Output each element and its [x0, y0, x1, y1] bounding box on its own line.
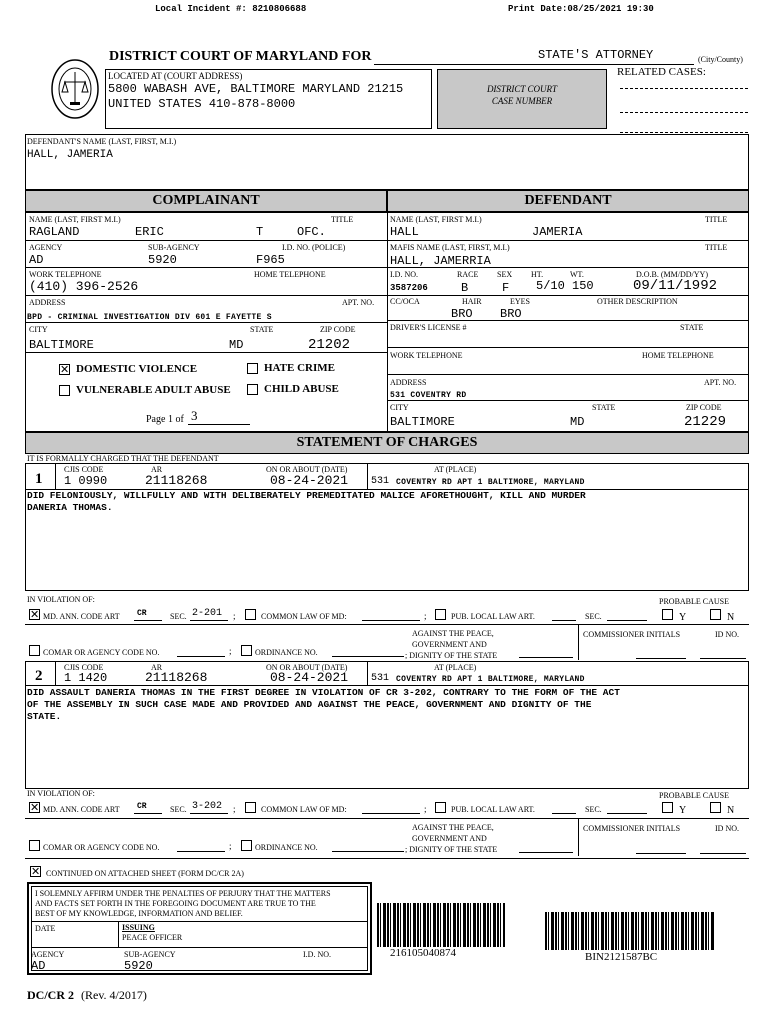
affirm-peace-officer: PEACE OFFICER: [122, 933, 183, 942]
charge-1-place: COVENTRY RD APT 1 BALTIMORE, MARYLAND: [396, 478, 585, 487]
defendant-first: JAMERIA: [532, 225, 583, 239]
charge-1-text-line1: DID FELONIOUSLY, WILLFULLY AND WITH DELIBERATELY PREMEDITATED MALICE AFORETHOUGHT, KILL AND MURDER: [27, 490, 586, 501]
complainant-city-label: CITY: [29, 325, 48, 334]
defendant-eyes-label: EYES: [510, 297, 530, 306]
court-seal-icon: [50, 58, 100, 118]
complainant-work-tel: (410) 396-2526: [29, 279, 139, 294]
complainant-agency-label: AGENCY: [29, 243, 63, 252]
charge-1-violation-label: IN VIOLATION OF:: [27, 595, 95, 604]
charge-2-sec2-label: SEC.: [585, 805, 602, 814]
charge-2-md-ann-checkbox[interactable]: ✕: [30, 801, 40, 814]
charge-2-ar: 21118268: [145, 670, 208, 685]
defendant-dl-state-label: STATE: [680, 323, 704, 332]
defendant-dl-label: DRIVER'S LICENSE #: [390, 323, 467, 332]
complainant-title: OFC.: [297, 225, 326, 239]
charge-1-commissioner: COMMISSIONER INITIALS: [583, 630, 681, 639]
complainant-city: BALTIMORE: [29, 338, 94, 352]
charge-2-place-num: 531: [371, 673, 390, 684]
charge-2-date: 08-24-2021: [270, 670, 349, 685]
complainant-title-label: TITLE: [331, 215, 354, 224]
continued-checkbox[interactable]: ✕: [31, 865, 41, 878]
defendant-dob-label: D.O.B. (MM/DD/YY): [636, 270, 708, 279]
related-case-line: [620, 132, 748, 133]
charge-1-text-line2: DANERIA THOMAS.: [27, 502, 113, 513]
defendant-race: B: [461, 281, 469, 295]
court-title: DISTRICT COURT OF MARYLAND FOR: [109, 49, 372, 64]
charge-1-sec-label: SEC.: [170, 612, 187, 621]
defendant-city: BALTIMORE: [390, 415, 455, 429]
charge-1-pc-yes-checkbox[interactable]: [662, 609, 673, 620]
charge-1-place-num: 531: [371, 476, 390, 487]
local-incident-number: Local Incident #: 8210806688: [155, 4, 307, 14]
defendant-other-label: OTHER DESCRIPTION: [597, 297, 678, 306]
charge-1-y: Y: [679, 612, 687, 623]
affirm-subagency: 5920: [124, 959, 153, 973]
charge-1-against3: ; DIGNITY OF THE STATE: [405, 651, 498, 660]
form-rev: (Rev. 4/2017): [81, 988, 147, 1002]
charge-1-comar-checkbox[interactable]: [29, 645, 40, 656]
charge-2-n: N: [727, 805, 735, 816]
defendant-mafis-title-label: TITLE: [705, 243, 728, 252]
complainant-work-tel-label: WORK TELEPHONE: [29, 270, 102, 279]
print-date: Print Date:08/25/2021 19:30: [508, 4, 654, 14]
complainant-id-label: I.D. NO. (POLICE): [282, 243, 346, 252]
defendant-header-text: DEFENDANT: [524, 193, 612, 208]
defendant-dob: 09/11/1992: [633, 278, 718, 294]
complainant-apt-label: APT. NO.: [342, 298, 375, 307]
charge-1-pub-local-label: PUB. LOCAL LAW ART.: [451, 612, 535, 621]
charge-2-text-line2: OF THE ASSEMBLY IN SUCH CASE MADE AND PROVIDED AND AGAINST THE PEACE, GOVERNMENT AND DIGNITY OF THE: [27, 699, 592, 710]
defendant-home-tel-label: HOME TELEPHONE: [642, 351, 714, 360]
charge-1-num: 1: [35, 471, 43, 487]
charge-2-sep2: ;: [424, 804, 427, 814]
defendant-address: 531 COVENTRY RD: [390, 391, 467, 400]
charge-1-against2: GOVERNMENT AND: [412, 640, 487, 649]
complainant-mi: T: [256, 225, 264, 239]
charged-label: IT IS FORMALLY CHARGED THAT THE DEFENDANT: [27, 454, 219, 463]
charge-1-id-no: ID NO.: [715, 630, 739, 639]
defendant-hair: BRO: [451, 307, 473, 321]
defendant-mafis: HALL, JAMERRIA: [390, 254, 491, 268]
charge-2-commissioner: COMMISSIONER INITIALS: [583, 824, 681, 833]
defendant-sex-label: SEX: [497, 270, 513, 279]
defendant-apt-label: APT. NO.: [704, 378, 737, 387]
charge-1-pub-local-checkbox[interactable]: [435, 609, 446, 620]
charge-2-against1: AGAINST THE PEACE,: [412, 823, 494, 832]
complainant-agency: AD: [29, 253, 44, 267]
affirm-line1: I SOLEMNLY AFFIRM UNDER THE PENALTIES OF PERJURY THAT THE MATTERS: [35, 889, 331, 898]
charge-1-md-ann-checkbox[interactable]: ✕: [30, 608, 40, 621]
hate-crime-label: HATE CRIME: [264, 362, 335, 374]
complainant-last: RAGLAND: [29, 225, 80, 239]
charge-2-y: Y: [679, 805, 687, 816]
affirm-id-label: I.D. NO.: [303, 950, 331, 959]
defendant-id-label: I.D. NO.: [390, 270, 418, 279]
affirm-agency: AD: [31, 959, 46, 973]
barcode-1-icon: [377, 903, 505, 947]
charge-2-pc-yes-checkbox[interactable]: [662, 802, 673, 813]
defendant-id: 3587206: [390, 283, 428, 293]
court-address-line1: 5800 WABASH AVE, BALTIMORE MARYLAND 21215: [108, 82, 404, 96]
charge-2-common-law-checkbox[interactable]: [245, 802, 256, 813]
charge-1-against1: AGAINST THE PEACE,: [412, 629, 494, 638]
charge-2-violation-label: IN VIOLATION OF:: [27, 789, 95, 798]
complainant-zip: 21202: [308, 337, 351, 353]
defendant-address-label: ADDRESS: [390, 378, 427, 387]
county-label: (City/County): [698, 55, 743, 64]
affirm-line3: BEST OF MY KNOWLEDGE, INFORMATION AND BELIEF.: [35, 909, 243, 918]
defendant-race-label: RACE: [457, 270, 479, 279]
charge-2-ordinance-label: ORDINANCE NO.: [255, 843, 318, 852]
defendant-wt: 150: [572, 279, 594, 293]
complainant-address: BPD - CRIMINAL INVESTIGATION DIV 601 E FAYETTE S: [27, 313, 272, 322]
defendant-zip-label: ZIP CODE: [686, 403, 722, 412]
charge-1-sec: 2-201: [192, 608, 223, 619]
defendant-hair-label: HAIR: [462, 297, 482, 306]
charge-2-sep3: ;: [229, 841, 232, 851]
affirm-subagency-label: SUB-AGENCY: [124, 950, 176, 959]
defendant-city-label: CITY: [390, 403, 409, 412]
related-case-line: [620, 112, 748, 113]
charge-2-id-no: ID NO.: [715, 824, 739, 833]
defendant-name-label: DEFENDANT'S NAME (LAST, FIRST, M.I.): [27, 137, 177, 146]
complainant-address-label: ADDRESS: [29, 298, 66, 307]
charge-1-date: 08-24-2021: [270, 473, 349, 488]
complainant-home-tel-label: HOME TELEPHONE: [254, 270, 326, 279]
charge-2-place-label: AT (PLACE): [434, 663, 477, 672]
statement-header-text: STATEMENT OF CHARGES: [296, 435, 478, 450]
complainant-state-label: STATE: [250, 325, 274, 334]
defendant-name-label2: NAME (LAST, FIRST M.I.): [390, 215, 482, 224]
complainant-id: F965: [256, 253, 285, 267]
charge-2-sep: ;: [233, 804, 236, 814]
defendant-ht-label: HT.: [531, 270, 544, 279]
defendant-state-label: STATE: [592, 403, 616, 412]
charge-1-sep3: ;: [229, 646, 232, 656]
charge-1-common-law-checkbox[interactable]: [245, 609, 256, 620]
court-address-label: LOCATED AT (COURT ADDRESS): [108, 71, 243, 81]
defendant-last: HALL: [390, 225, 419, 239]
charge-2-art: CR: [137, 802, 147, 811]
charge-2-pc-no-checkbox[interactable]: [710, 802, 721, 813]
charge-1-n: N: [727, 612, 735, 623]
charge-1-sec2-label: SEC.: [585, 612, 602, 621]
child-abuse-label: CHILD ABUSE: [264, 383, 339, 395]
hate-crime-checkbox[interactable]: [247, 363, 258, 374]
defendant-work-tel-label: WORK TELEPHONE: [390, 351, 463, 360]
charge-1-date-label: ON OR ABOUT (DATE): [266, 465, 348, 474]
charge-1-pc-label: PROBABLE CAUSE: [659, 597, 730, 606]
court-county: STATE'S ATTORNEY: [538, 48, 654, 62]
defendant-ht: 5/10: [536, 279, 565, 293]
charge-2-date-label: ON OR ABOUT (DATE): [266, 663, 348, 672]
related-cases-label: RELATED CASES:: [617, 66, 706, 78]
charge-1-cjis: 1 0990: [64, 474, 108, 488]
charge-2-text-line1: DID ASSAULT DANERIA THOMAS IN THE FIRST DEGREE IN VIOLATION OF CR 3-202, CONTRARY TO THE FORM OF THE ACT: [27, 687, 620, 698]
defendant-title-label: TITLE: [705, 215, 728, 224]
defendant-name-value: HALL, JAMERIA: [27, 149, 113, 161]
charge-2-num: 2: [35, 668, 43, 684]
charge-2-cjis-label: CJIS CODE: [64, 663, 104, 672]
defendant-state: MD: [570, 415, 585, 429]
complainant-state: MD: [229, 338, 244, 352]
charge-1-sep: ;: [233, 611, 236, 621]
charge-1-comar-label: COMAR OR AGENCY CODE NO.: [43, 648, 160, 657]
domestic-violence-checkbox[interactable]: ✕: [60, 363, 70, 376]
charge-1-cjis-label: CJIS CODE: [64, 465, 104, 474]
continued-label: CONTINUED ON ATTACHED SHEET (FORM DC/CR 2A): [46, 869, 244, 878]
complainant-zip-label: ZIP CODE: [320, 325, 356, 334]
charge-1-md-ann-label: MD. ANN. CODE ART: [43, 612, 120, 621]
complainant-header-text: COMPLAINANT: [152, 193, 260, 208]
related-case-line: [620, 88, 748, 89]
affirm-issuing: ISSUING: [122, 923, 155, 932]
defendant-mafis-label: MAFIS NAME (LAST, FIRST, M.I.): [390, 243, 510, 252]
barcode-2-icon: [545, 912, 715, 950]
charge-1-common-law-label: COMMON LAW OF MD:: [261, 612, 347, 621]
vulnerable-adult-label: VULNERABLE ADULT ABUSE: [76, 384, 231, 396]
charge-1-sep2: ;: [424, 611, 427, 621]
complainant-subagency: 5920: [148, 253, 177, 267]
charge-2-cjis: 1 1420: [64, 671, 108, 685]
charge-2-pub-local-checkbox[interactable]: [435, 802, 446, 813]
case-number-label2: CASE NUMBER: [491, 96, 553, 106]
case-number-label1: DISTRICT COURT: [486, 84, 558, 94]
charge-1-place-label: AT (PLACE): [434, 465, 477, 474]
charge-2-md-ann-label: MD. ANN. CODE ART: [43, 805, 120, 814]
court-address-line2: UNITED STATES 410-878-8000: [108, 97, 296, 111]
charge-2-place: COVENTRY RD APT 1 BALTIMORE, MARYLAND: [396, 675, 585, 684]
barcode-1-text: 216105040874: [390, 947, 456, 959]
barcode-2-text: BIN2121587BC: [585, 951, 658, 963]
vulnerable-adult-checkbox[interactable]: [59, 385, 70, 396]
form-id: DC/CR 2: [27, 988, 74, 1002]
charge-2-sec: 3-202: [192, 801, 223, 812]
charge-1-ordinance-checkbox[interactable]: [241, 645, 252, 656]
charge-1-pc-no-checkbox[interactable]: [710, 609, 721, 620]
complainant-first: ERIC: [135, 225, 164, 239]
defendant-eyes: BRO: [500, 307, 522, 321]
charge-2-comar-label: COMAR OR AGENCY CODE NO.: [43, 843, 160, 852]
defendant-ccoca-label: CC/OCA: [390, 297, 420, 306]
charge-2-text-line3: STATE.: [27, 711, 62, 722]
charge-2-pub-local-label: PUB. LOCAL LAW ART.: [451, 805, 535, 814]
page-total: 3: [191, 408, 198, 423]
charge-2-ar-label: AR: [151, 663, 163, 672]
charge-2-comar-checkbox[interactable]: [29, 840, 40, 851]
charge-2-sec-label: SEC.: [170, 805, 187, 814]
affirm-agency-label: AGENCY: [31, 950, 65, 959]
affirm-date-label: DATE: [35, 924, 56, 933]
domestic-violence-label: DOMESTIC VIOLENCE: [76, 363, 198, 375]
page-label: Page 1 of: [146, 414, 184, 425]
charge-1-ar: 21118268: [145, 473, 208, 488]
charge-2-against2: GOVERNMENT AND: [412, 834, 487, 843]
charge-2-common-law-label: COMMON LAW OF MD:: [261, 805, 347, 814]
charge-2-against3: ; DIGNITY OF THE STATE: [405, 845, 498, 854]
charge-1-art: CR: [137, 609, 147, 618]
charge-2-pc-label: PROBABLE CAUSE: [659, 791, 730, 800]
complainant-name-label: NAME (LAST, FIRST M.I.): [29, 215, 121, 224]
charge-1-ar-label: AR: [151, 465, 163, 474]
defendant-zip: 21229: [684, 414, 727, 430]
complainant-subagency-label: SUB-AGENCY: [148, 243, 200, 252]
defendant-wt-label: WT.: [570, 270, 584, 279]
charge-1-ordinance-label: ORDINANCE NO.: [255, 648, 318, 657]
affirm-line2: AND FACTS SET FORTH IN THE FOREGOING DOCUMENT ARE TRUE TO THE: [35, 899, 316, 908]
child-abuse-checkbox[interactable]: [247, 384, 258, 395]
defendant-sex: F: [502, 281, 510, 295]
charge-2-ordinance-checkbox[interactable]: [241, 840, 252, 851]
